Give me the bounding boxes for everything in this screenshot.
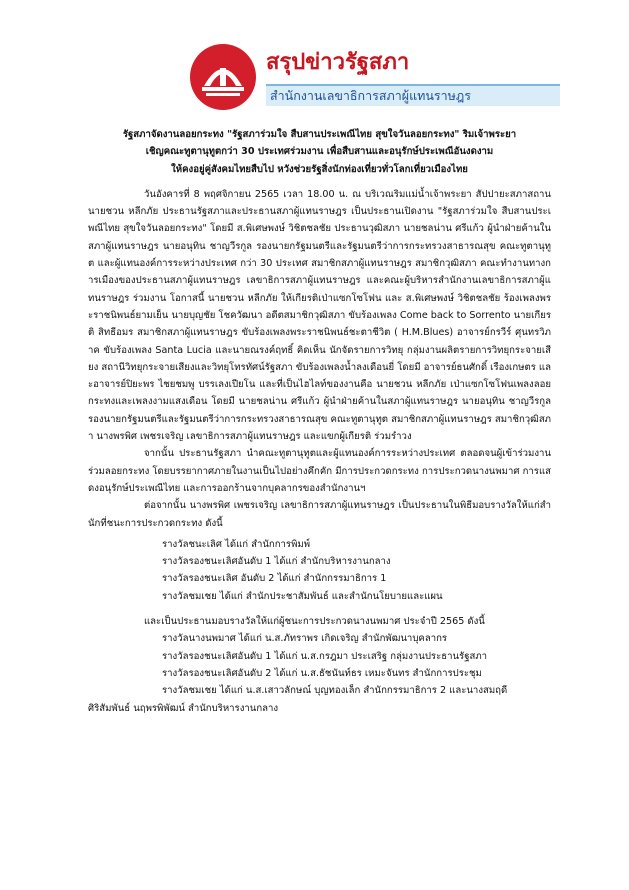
award-item: รางวัลรองชนะเลิศอันดับ 2 ได้แก่ น.ส.ธัชนันท์ธร เหมะจันทร สำนักการประชุม: [162, 667, 482, 679]
paragraph-main: วันอังคารที่ 8 พฤศจิกายน 2565 เวลา 18.00 น. ณ บริเวณริมแม่น้ำเจ้าพระยา สัปปายะสภาสถาน นายชวน หลีกภัย ประธานรัฐสภาและประธานสภาผู้แทนราษฎร เป็นประธานเปิดงาน "รัฐสภาร่วมใจ สืบสานประเพณีไทย สุขใจวันลอยกระทง" โดยมี ส.พิเศษพงษ์ วิชิตชลชัย ประธานวุฒิสภา นายชลน่าน ศรีแก้ว ผู้นำฝ่ายค้านในสภาผู้แทนราษฎร นายอนุทิน ชาญวีรกูล รองนายกรัฐมนตรีและรัฐมนตรีว่าการกระทรวงสาธารณสุข คณะทูตานุทูต และผู้แทนองค์การระหว่างประเทศ กว่า 30 ประเทศ สมาชิกสภาผู้แทนราษฎร สมาชิกวุฒิสภา คณะทำงานทางการเมืองของประธานสภาผู้แทนราษฎร เลขาธิการสภาผู้แทนราษฎร และคณะผู้บริหารสำนักงานเลขาธิการสภาผู้แทนราษฎร ร่วมงาน โอกาสนี้ นายชวน หลีกภัย ให้เกียรติเป่าแซกโซโฟน และ ส.พิเศษพงษ์ วิชิตชลชัย ร้องเพลงพระราชนิพนธ์ยามเย็น นายบุญชัย โชควัฒนา อดีตสมาชิกวุฒิสภา ขับร้องเพลง Come back to Sorrento นายเกียรติ สิทธีอมร สมาชิกสภาผู้แทนราษฎร ขับร้องเพลงพระราชนิพนธ์ชะตาชีวิต ( H.M.Blues) อาจารย์กรวีร์ ศุนทรวิภาค ขับร้องเพลง Santa Lucia และนายณรงค์ฤทธิ์ คิดเห็น นักจัดรายการวิทยุ กลุ่มงานผลิตรายการวิทยุกระจายเสียง สถานีวิทยุกระจายเสียงและวิทยุโทรทัศน์รัฐสภา ขับร้องเพลงน้ำลงเดือนยี่ โดยมี อาจารย์ธนศักดิ์ เรืองเกษตร และอาจารย์ปิยะพร ไชยชมพู บรรเลงเปียโน และที่เป็นไฮไลท์ของงานคือ นายชวน หลีกภัย เป่าแซกโซโฟนเพลงลอยกระทงและเพลงงามแสงเดือน โดยมี นายชลน่าน ศรีแก้ว ผู้นำฝ่ายค้านในสภาผู้แทนราษฎร นายอนุทิน ชาญวีรกูล รองนายกรัฐมนตรีและรัฐมนตรีว่าการกระทรวงสาธารณสุข คณะทูตานุทูต สมาชิกสภาผู้แทนราษฎร สมาชิกวุฒิสภา นางพรพิศ เพชรเจริญ เลขาธิการสภาผู้แทนราษฎร และแขกผู้เกียรติ ร่วมรำวง: [88, 188, 551, 443]
brand-subtitle: สำนักงานเลขาธิการสภาผู้แทนราษฎร: [266, 84, 560, 106]
parliament-emblem-icon: [190, 44, 256, 110]
paragraph-award-intro: ต่อจากนั้น นางพรพิศ เพชรเจริญ เลขาธิการสภาผู้แทนราษฎร เป็นประธานในพิธีมอบรางวัลให้แก่สำนักที่ชนะการประกวดกระทง ดังนี้: [88, 500, 551, 529]
award-item: รางวัลชมเชย ได้แก่ สำนักประชาสัมพันธ์ และสำนักนโยบายและแผน: [162, 590, 443, 602]
paragraph-floating: จากนั้น ประธานรัฐสภา นำคณะทูตานุทูตและผู้แทนองค์การระหว่างประเทศ ตลอดจนผู้เข้าร่วมงาน ร่วมลอยกระทง โดยบรรยากาศภายในงานเป็นไปอย่างคึกคัก มีการประกวดกระทง การประกวดนางนพมาศ การแสดงอนุรักษ์ประเพณีไทย และการออกร้านจากบุคลากรของสำนักงานฯ: [88, 448, 551, 494]
award-item: รางวัลชนะเลิศ ได้แก่ สำนักการพิมพ์: [162, 538, 311, 550]
paragraph-nopphamat-intro: และเป็นประธานมอบรางวัลให้แก่ผู้ชนะการประกวดนางนพมาศ ประจำปี 2565 ดังนี้: [144, 616, 485, 628]
headline-line: รัฐสภาจัดงานลอยกระทง "รัฐสภาร่วมใจ สืบสานประเพณีไทย สุขใจวันลอยกระทง" ริมเจ้าพระยา: [122, 129, 517, 140]
headline-line: เชิญคณะทูตานุทูตกว่า 30 ประเทศร่วมงาน เพื่อสืบสานและอนุรักษ์ประเพณีอันงดงาม: [145, 146, 494, 158]
brand-title: สรุปข่าวรัฐสภา: [266, 50, 410, 75]
award-item: รางวัลรองชนะเลิศอันดับ 1 ได้แก่ สำนักบริหารงานกลาง: [162, 556, 391, 568]
headline-line: ให้คงอยู่คู่สังคมไทยสืบไป หวังช่วยรัฐสิ่งนักท่องเที่ยวทั่วโลกเที่ยวเมืองไทย: [171, 163, 468, 175]
award-item: รางวัลรองชนะเลิศ อันดับ 2 ได้แก่ สำนักกรรมาธิการ 1: [162, 573, 387, 585]
award-item: รางวัลรองชนะเลิศอันดับ 1 ได้แก่ น.ส.กรฎมา ประเสริฐ กลุ่มงานประธานรัฐสภา: [162, 650, 488, 662]
news-body: [88, 126, 551, 717]
closing-line: ศิริสัมพันธ์ นฤพรพิพัฒน์ สำนักบริหารงานกลาง: [88, 702, 279, 714]
award-item: รางวัลนางนพมาศ ได้แก่ น.ส.ภัทราพร เกิดเจริญ สำนักพัฒนาบุคลากร: [162, 633, 448, 645]
award-item: รางวัลชมเชย ได้แก่ น.ส.เสาวลักษณ์ บุญทองเล็ก สำนักกรรมาธิการ 2 และนางสมฤดี: [162, 685, 508, 697]
header: [190, 36, 570, 116]
